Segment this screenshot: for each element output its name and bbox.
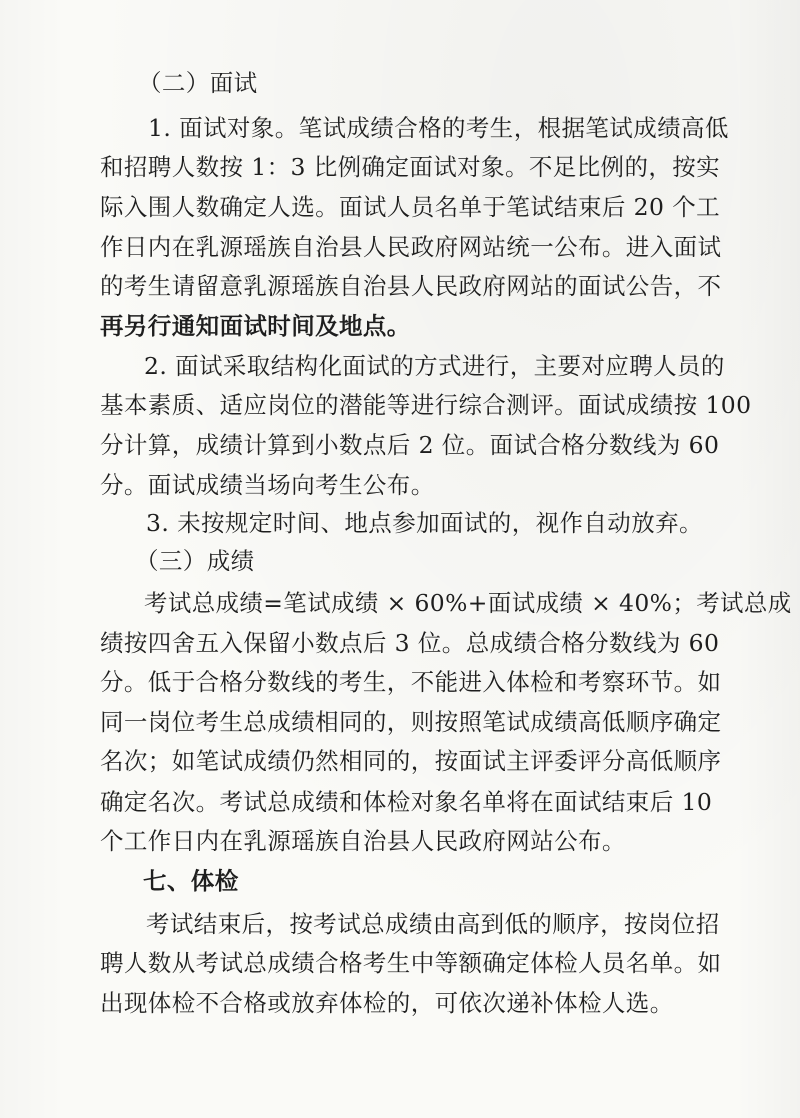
section-heading-score: （三）成绩 bbox=[135, 547, 255, 575]
paragraph-line: 再另行通知面试时间及地点。 bbox=[100, 312, 411, 340]
paragraph-line: 出现体检不合格或放弃体检的，可依次递补体检人选。 bbox=[100, 989, 674, 1017]
paragraph-line: 和招聘人数按 1：3 比例确定面试对象。不足比例的，按实 bbox=[100, 153, 721, 181]
paragraph-line: 基本素质、适应岗位的潜能等进行综合测评。面试成绩按 100 bbox=[100, 391, 752, 419]
paragraph-line: 个工作日内在乳源瑶族自治县人民政府网站公布。 bbox=[100, 827, 626, 855]
section-heading-medical-exam: 七、体检 bbox=[143, 867, 239, 895]
paragraph-line: 2. 面试采取结构化面试的方式进行，主要对应聘人员的 bbox=[144, 352, 725, 380]
paragraph-line: 绩按四舍五入保留小数点后 3 位。总成绩合格分数线为 60 bbox=[100, 629, 720, 657]
paragraph-line: 作日内在乳源瑶族自治县人民政府网站统一公布。进入面试 bbox=[100, 233, 722, 261]
paragraph-line: 际入围人数确定人选。面试人员名单于笔试结束后 20 个工 bbox=[100, 193, 721, 221]
paragraph-line: 考试总成绩=笔试成绩 × 60%+面试成绩 × 40%；考试总成 bbox=[144, 589, 792, 617]
paragraph-line: 名次；如笔试成绩仍然相同的，按面试主评委评分高低顺序 bbox=[100, 747, 722, 775]
paragraph-line: 确定名次。考试总成绩和体检对象名单将在面试结束后 10 bbox=[100, 788, 713, 816]
paragraph-line: 考试结束后，按考试总成绩由高到低的顺序，按岗位招 bbox=[146, 910, 720, 938]
paragraph-line: 分计算，成绩计算到小数点后 2 位。面试合格分数线为 60 bbox=[100, 431, 720, 459]
paragraph-line: 分。面试成绩当场向考生公布。 bbox=[100, 471, 435, 499]
paragraph-line: 同一岗位考生总成绩相同的，则按照笔试成绩高低顺序确定 bbox=[100, 708, 722, 736]
paragraph-line: 1. 面试对象。笔试成绩合格的考生，根据笔试成绩高低 bbox=[148, 114, 729, 142]
paragraph-line: 的考生请留意乳源瑶族自治县人民政府网站的面试公告，不 bbox=[100, 272, 722, 300]
paragraph-line: 聘人数从考试总成绩合格考生中等额确定体检人员名单。如 bbox=[100, 949, 722, 977]
paragraph-line: 3. 未按规定时间、地点参加面试的，视作自动放弃。 bbox=[146, 509, 703, 537]
section-heading-interview: （二）面试 bbox=[138, 69, 258, 97]
paragraph-line: 分。低于合格分数线的考生，不能进入体检和考察环节。如 bbox=[100, 668, 722, 696]
